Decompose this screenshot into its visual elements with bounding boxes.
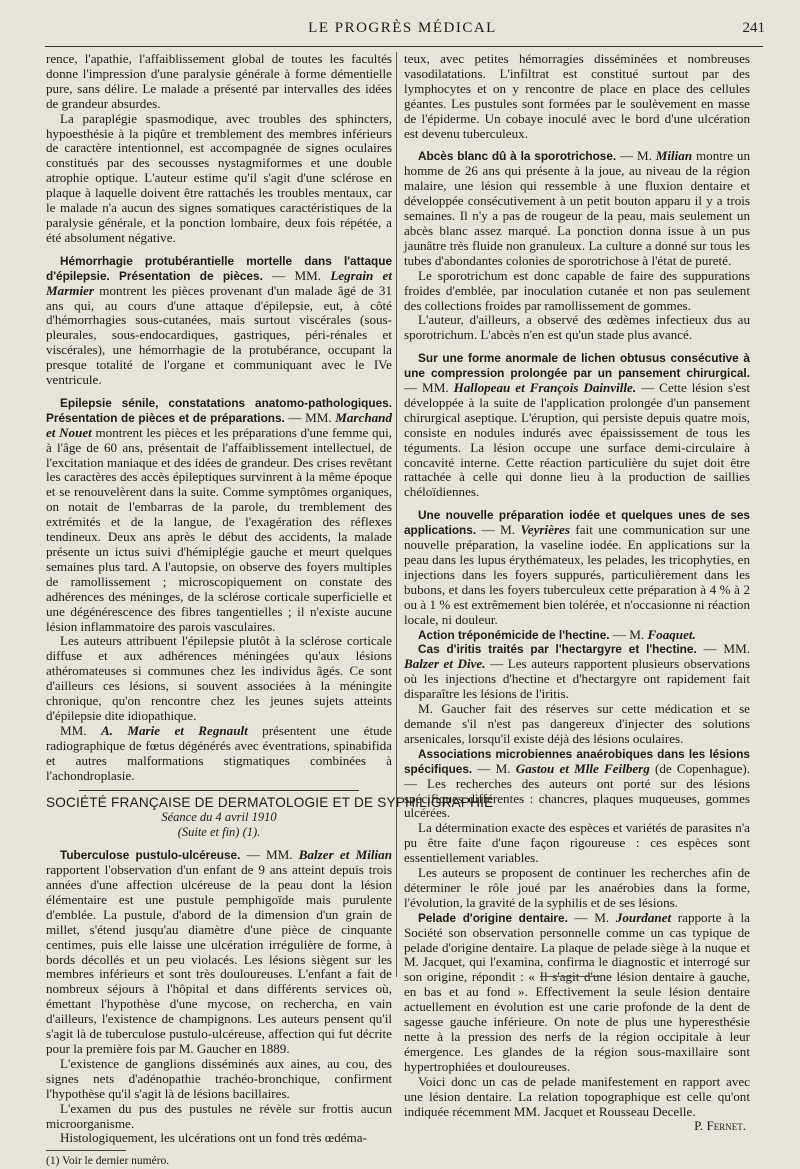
article-iritis — [404, 642, 750, 702]
article-authors: Veyrières — [520, 522, 570, 538]
separator: — MM. — [240, 847, 299, 863]
right-column — [404, 52, 750, 1134]
paragraph: L'auteur, d'ailleurs, a observé des œdèmes infectieux dus au sporotrichum. L'abcès n'en est qu'un stade plus avancé. — [404, 312, 750, 343]
article-authors: Balzer et Milian — [298, 847, 392, 863]
separator: — M. — [616, 148, 656, 164]
journal-title: LE PROGRÈS MÉDICAL — [308, 20, 497, 36]
separator: — MM. — [284, 409, 336, 425]
separator: — M. — [567, 909, 616, 925]
article-associations — [404, 747, 750, 822]
article-authors: Foaquet. — [647, 626, 696, 642]
article-body: montre un homme de 26 ans qui présente à la joue, au niveau de la région malaire, une lésion qui ressemble à une fluxion dentaire et développée consécutivement à un petit bouton apparu il y a trois semaines. Il n'y a pas de rougeur de la peau, mais seulement un abcès blanc assez marqué. La ponction donna issue à un pus jaunâtre très fluide non granuleux. La culture a donné sur tous les tubes d'abondantes colonies de sporotrichose à l'état de pureté. — [404, 148, 751, 268]
section-rule — [79, 790, 359, 791]
paragraph: Histologiquement, les ulcérations ont un fond très œdéma- — [60, 1130, 367, 1146]
article-body: rapporte à la Société son observation personnelle comme un cas typique de pelade d'origine dentaire. La plaque de pelade siège à la nuque et M. Jacquet, qui l'examina, confirma le diagnostic et interrogé sur son origine, répondit : « Il s'agit d'une lésion dentaire à gauche, en bas et au fond ». Effectivement la seule lésion dentaire actuellement en évolution est une carie profonde de la dent de sagesse gauche inférieure. On note de plus une hyperesthésie nette à la pression des nerfs de la région occipitale à leur émergence. Les glandes de la région sous-maxillaire sont hypertrophiées et douloureuses. — [404, 909, 750, 1074]
article-body: rapportent l'observation d'un enfant de 9 ans atteint depuis trois années d'une affection ulcéreuse de la peau dont la lésion élémentaire est une pustule pemphigoïde mais purulente d'emblée. La pustule, d'abord de la dimension d'un grain de millet, s'étend jusqu'au diamètre d'une pièce de cinquante centimes, puis elle laisse une ulcération irrégulière de forme, à bords décollés et un peu violacés. Les lésions siègent sur les membres inférieurs et sont très douloureuses. L'enfant a fait de nombreux séjours à l'hôpital et dans différents services où, émettant l'hypothèse d'une mycose, on rechercha, en vain d'ailleurs, l'existence de champignons. Les auteurs pensent qu'il s'agit là de tuberculose pustulo-ulcéreuse, affection qui fut décrite pour la première fois par M. Gaucher en 1889. — [46, 862, 392, 1056]
separator: — M. — [609, 626, 648, 642]
article-body: présentent une étude radiographique de fœtus dégénérés avec éventrations, spinabifida et autres malformations stigmatiques combinées à l'achondroplasie. — [46, 722, 392, 783]
paragraph: Voici donc un cas de pelade manifestement en rapport avec une lésion dentaire. La relation topographique est celle qu'ont indiquée récemment MM. Jacquet et Rousseau Decelle. — [404, 1073, 750, 1119]
society-suite: (Suite et fin) (1). — [177, 825, 261, 840]
article-title: Une nouvelle préparation iodée et quelques unes de ses applications. — [404, 508, 750, 538]
paragraph: La détermination exacte des espèces et variétés de parasites n'a pu être faite d'une façon rigoureuse : ces espèces sont essentiellement variables. — [404, 820, 750, 866]
article-body: montrent les pièces et les préparations d'une femme qui, à l'âge de 60 ans, présentait de l'affaiblissement intellectuel, de l'excitation maniaque et des idées de grandeur. Des crises revêtant les caractères des accès épileptiques survinrent à la même époque et se renouvelèrent dans la suite. Comme symptômes organiques, on notait de l'embarras de la parole, du tremblement des extrémités et de la langue, de l'exagération des réflexes tendineux. Deux ans après le début des accidents, la malade présente un ictus suivi d'hémiplégie gauche et meurt quelques semaines plus tard. A l'autopsie, on observe des foyers multiples de ramollissement ; microscopiquement on constate des adhérences des méninges, de la sclérose corticale superficielle et une dégénérescence des fibres tangentielles ; il n'existe aucune lésion inflammatoire des parois vasculaires. — [46, 424, 392, 634]
separator: — MM. — [262, 267, 331, 283]
article-title: Associations microbiennes anaérobiques dans les lésions spécifiques. — [404, 746, 750, 776]
page-number: 241 — [742, 20, 765, 36]
end-rule — [540, 976, 600, 977]
separator: — MM. — [696, 641, 750, 657]
paragraph: M. Gaucher fait des réserves sur cette médication et se demande s'il n'est pas dangereux d'injecter des solutions arsenicales, lorsqu'il existe déjà des lésions oculaires. — [404, 701, 750, 746]
footnote: (1) Voir le dernier numéro. — [46, 1155, 170, 1168]
article-authors: Milian — [655, 148, 693, 164]
article-marie — [46, 724, 392, 784]
article-body: fait une communication sur une nouvelle préparation, la vaseline iodée. En applications sur la peau dans les lupus érythémateux, les pelades, les tricophyties, en injections dans les foyers suppurés, particulièrement dans les bubons, et dans les foyers tuberculeux cette préparation à 4 % à 2 ou à 1 % est extrêmement bien tolérée, et n'occasionne ni réaction locale, ni douleur. — [404, 522, 750, 627]
article-body: montrent les pièces provenant d'un malade âgé de 31 ans qui, au cours d'une attaque d'épilepsie, eut, à côté d'hémorrhagies sous-cutanées, mais surtout viscérales (sous-pleurales, sous-endocardiques, gastriques, péri-rénales et viscérales), une hémorrhagie de la protubérance, occupant la presque totalité de l'organe et communiquant avec le IVe ventricule. — [46, 282, 392, 388]
article-title: Sur une forme anormale de lichen obtusus consécutive à une compression prolongée par un pansement chirurgical. — [404, 351, 750, 381]
article-title: Abcès blanc dû à la sporotrichose. — [418, 149, 617, 164]
paragraph: Les auteurs attribuent l'épilepsie plutôt à la sclérose corticale diffuse et aux adhérences méningées qu'aux lésions athéromateuses si communes chez les individus âgés. Ce sont d'ailleurs ces lésions, si souvent associées à la méningite chronique, qu'on rencontre chez les jeunes sujets atteints d'épilepsie dite idiopathique. — [46, 633, 392, 723]
paragraph: L'examen du pus des pustules ne révèle sur frottis aucun microorganisme. — [46, 1100, 392, 1131]
separator: — M. — [476, 522, 521, 538]
article-authors: Hallopeau et François Dainville. — [453, 380, 637, 396]
article-tuberculose — [46, 848, 392, 1057]
column-divider — [396, 52, 397, 977]
prefix: MM. — [60, 722, 101, 738]
article-authors: Balzer et Dive. — [404, 656, 486, 672]
article-authors: Gastou et Mlle Feilberg — [515, 760, 650, 776]
article-title: Epilepsie sénile, constatations anatomo-pathologiques. Présentation de pièces et de préparations. — [46, 395, 392, 425]
article-pelade — [404, 911, 750, 1075]
article-abces — [404, 149, 750, 268]
article-vaseline — [404, 508, 750, 627]
article-title: Cas d'iritis traités par l'hectargyre et l'hectine. — [418, 642, 697, 657]
society-date: Séance du 4 avril 1910 — [161, 810, 277, 825]
article-authors: Jourdanet — [615, 909, 672, 925]
header-rule — [45, 46, 763, 47]
article-hemorrhagie — [46, 254, 392, 388]
article-body: — Cette lésion s'est développée à la suite de l'application prolongée d'un pansement chirurgical aseptique. L'éruption, qui persiste depuis quatre mois, consiste en nodules indurés avec épaississement de tous les téguments. La lésion occupe une surface demi-circulaire à concavité interne. Cette réaction particulière du sujet doit être rattachée à celle qui donne lieu à la production de saillies chéloïdiennes. — [404, 380, 750, 500]
article-title: Pelade d'origine dentaire. — [418, 910, 568, 925]
article-body: (de Copenhague). — Les recherches des auteurs ont porté sur des lésions spécifiques différentes : chancres, plaques muqueuses, gommes ulcérées. — [404, 760, 750, 821]
article-epilepsie — [46, 396, 392, 635]
paragraph: teux, avec petites hémorragies disséminées et nombreuses vasodilatations. L'infiltrat est constitué surtout par des lymphocytes et on y rencontre de place en place des cellules géantes. Les pustules sont formées par le soulèvement en masse de l'épiderme. Un cobaye inoculé avec le bord d'une ulcération est devenu tuberculeux. — [404, 51, 750, 141]
running-header — [40, 20, 765, 42]
article-lichen — [404, 351, 750, 500]
article-title: Hémorrhagie protubérantielle mortelle dans l'attaque d'épilepsie. Présentation de pièces. — [46, 253, 392, 283]
society-title: SOCIÉTÉ FRANÇAISE DE DERMATOLOGIE ET DE SYPHILIGRAPHIE — [46, 794, 494, 810]
footnote-rule — [46, 1150, 126, 1151]
separator: — MM. — [404, 380, 454, 396]
article-authors: Marchand et Nouet — [46, 409, 392, 440]
paragraph: Les auteurs se proposent de continuer les recherches afin de déterminer le rôle joué par les anaérobies dans la forme, l'évolution, la gravité de la syphilis et de ses lésions. — [404, 865, 750, 910]
paragraph: Le sporotrichum est donc capable de faire des suppurations froides d'emblée, par inoculation cutanée et non pas seulement des collections froides par ramollissement de gommes. — [404, 267, 750, 313]
paragraph: L'existence de ganglions disséminés aux aines, au cou, des signes nets d'adénopathie trachéo-bronchique, confirment l'hypothèse qu'il s'agit là de lésions bacillaires. — [46, 1055, 392, 1101]
signature: P. Fernet. — [694, 1118, 746, 1134]
article-authors: Legrain et Marmier — [46, 267, 392, 298]
separator: — M. — [472, 760, 516, 776]
article-hectine — [404, 628, 750, 643]
paragraph: rence, l'apathie, l'affaiblissement global de toutes les facultés donne l'impression d'une paralysie générale à forme démentielle pure, sans délire. Le malade a présenté par intervalles des idées de grandeur absurdes. — [46, 51, 392, 111]
article-authors: A. Marie et Regnault — [100, 722, 248, 738]
paragraph: La paraplégie spasmodique, avec troubles des sphincters, hypoesthésie à la piqûre et tremblement des membres inférieurs de caractère intentionnel, est accompagnée de signes oculaires constitués par des secousses nystagmiformes et une double atrophie optique. L'auteur estime qu'il s'agit d'une sclérose en plaque à laquelle doivent être rattachés les troubles mentaux, car le malade n'a aucun des signes somatiques caractéristiques de la paralysie générale, et la ponction lombaire, deux fois répétée, a été absolument négative. — [46, 110, 392, 245]
article-title: Tuberculose pustulo-ulcéreuse. — [60, 848, 241, 863]
article-body: — Les auteurs rapportent plusieurs observations où les injections d'hectine et d'hectargyre ont rapidement fait disparaître les lésions de l'iritis. — [404, 656, 750, 702]
article-title: Action tréponémicide de l'hectine. — [418, 627, 610, 642]
